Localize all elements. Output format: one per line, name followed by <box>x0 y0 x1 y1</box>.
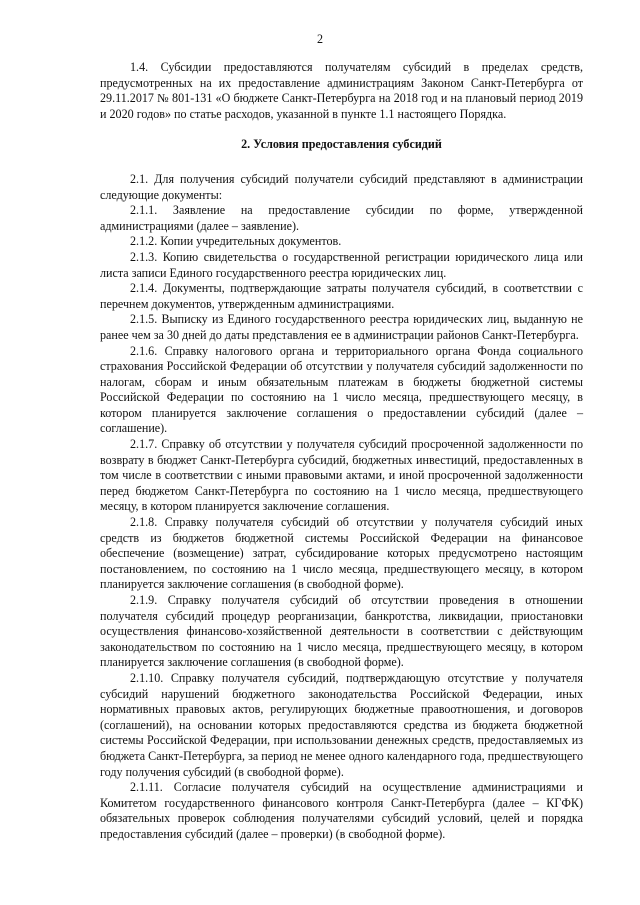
paragraph-2-1-4: 2.1.4. Документы, подтверждающие затраты получателя субсидий, в соответствии с перечнем документов, утвержденным администрациями. <box>100 281 583 311</box>
paragraph-1-4: 1.4. Субсидии предоставляются получателям субсидий в пределах средств, предусмотренных на их предоставление администрациям Законом Санкт-Петербурга от 29.11.2017 № 801-131 «О бюджете Санкт-Петербурга на 2018 год и на плановый период 2019 и 2020 годов» по статье расходов, указанной в пункте 1.1 настоящего Порядка. <box>100 60 583 121</box>
paragraph-2-1-10: 2.1.10. Справку получателя субсидий, подтверждающую отсутствие у получателя субсидий нарушений бюджетного законодательства Российской Федерации, иных нормативных правовых актов, регулирующих бюджетные правоотношения, и договоров (соглашений), на основании которых предоставляются средства из бюджета бюджетной системы Российской Федерации, при использовании денежных средств, предоставляемых из бюджета Санкт-Петербурга, за период не менее одного календарного года, предшествующего году получения субсидий (в свободной форме). <box>100 670 583 779</box>
paragraph-2-1-6: 2.1.6. Справку налогового органа и территориального органа Фонда социального страхования Российской Федерации об отсутствии у получателя субсидий задолженности по налогам, сборам и иным обязательным платежам в бюджеты бюджетной системы Российской Федерации по состоянию на 1 число месяца, предшествующего месяцу, в котором планируется заключение соглашения о предоставлении субсидий (далее – соглашение). <box>100 343 583 436</box>
paragraph-2-1-5: 2.1.5. Выписку из Единого государственного реестра юридических лиц, выданную не ранее чем за 30 дней до даты представления ее в администрации районов Санкт-Петербурга. <box>100 312 583 342</box>
paragraph-2-1: 2.1. Для получения субсидий получатели субсидий представляют в администрации следующие документы: <box>100 171 583 202</box>
paragraph-2-1-1: 2.1.1. Заявление на предоставление субсидии по форме, утвержденной администрациями (далее – заявление). <box>100 203 583 233</box>
paragraph-2-1-8: 2.1.8. Справку получателя субсидий об отсутствии у получателя субсидий иных средств из бюджетов бюджетной системы Российской Федерации на финансовое обеспечение (возмещение) затрат, субсидирование которых предусмотрено настоящим постановлением, по состоянию на 1 число месяца, предшествующего месяцу, в котором планируется заключение соглашения (в свободной форме). <box>100 515 583 592</box>
paragraph-2-1-3: 2.1.3. Копию свидетельства о государственной регистрации юридического лица или листа записи Единого государственного реестра юридических лиц. <box>100 249 583 280</box>
section-heading: 2. Условия предоставления субсидий <box>241 137 442 152</box>
paragraph-2-1-9: 2.1.9. Справку получателя субсидий об отсутствии проведения в отношении получателя субсидий процедур реорганизации, банкротства, ликвидации, приостановки осуществления финансово-хозяйственной деятельности в соответствии с действующим законодательством по состоянию на 1 число месяца, предшествующего месяцу, в котором планируется заключение соглашения (в свободной форме). <box>100 593 583 670</box>
page-number: 2 <box>316 32 324 46</box>
paragraph-2-1-2: 2.1.2. Копии учредительных документов. <box>130 234 342 249</box>
paragraph-2-1-11: 2.1.11. Согласие получателя субсидий на осуществление администрациями и Комитетом государственного финансового контроля Санкт-Петербурга (далее – КГФК) обязательных проверок соблюдения получателями субсидий условий, целей и порядка предоставления субсидий (далее – проверки) (в свободной форме). <box>100 780 583 841</box>
document-body <box>100 60 583 843</box>
paragraph-2-1-7: 2.1.7. Справку об отсутствии у получателя субсидий просроченной задолженности по возврату в бюджет Санкт-Петербурга субсидий, бюджетных инвестиций, предоставленных в том числе в соответствии с иными правовыми актами, и иной просроченной задолженности перед бюджетом Санкт-Петербурга по состоянию на 1 число месяца, предшествующего месяцу, в котором планируется заключение соглашения. <box>100 437 583 514</box>
